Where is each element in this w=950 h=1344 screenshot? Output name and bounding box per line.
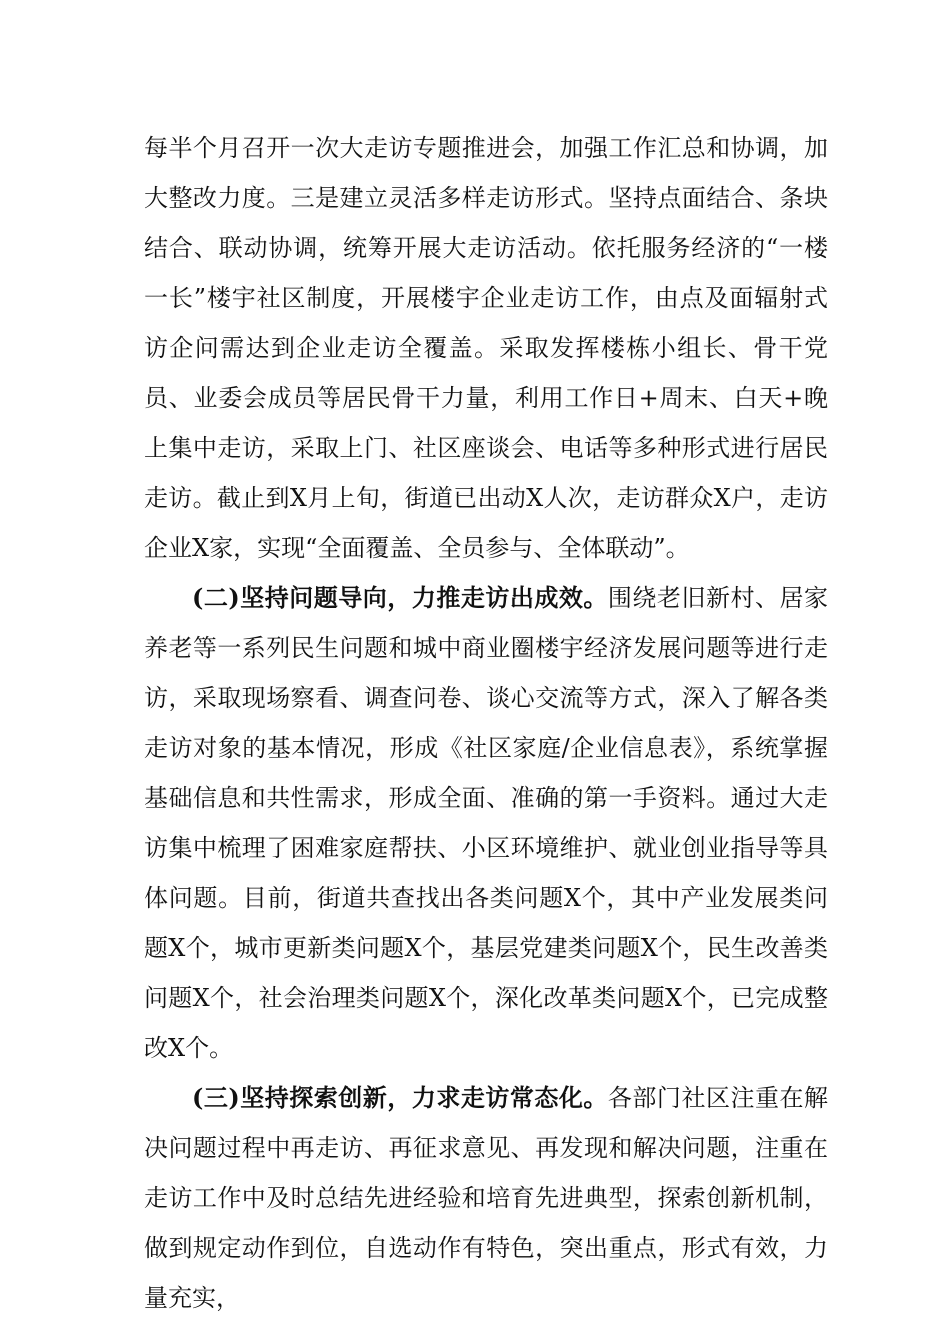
section-heading: (三)坚持探索创新，力求走访常态化。 [192, 1083, 608, 1112]
paragraph-section-2 [144, 573, 828, 1073]
section-heading: (二)坚持问题导向，力推走访出成效。 [192, 583, 608, 612]
paragraph-section-3 [144, 1073, 828, 1323]
paragraph-text: 每半个月召开一次大走访专题推进会，加强工作汇总和协调，加大整改力度。三是建立灵活多样走访形式。坚持点面结合、条块结合、联动协调，统筹开展大走访活动。依托服务经济的“一楼一长”楼宇社区制度，开展楼宇企业走访工作，由点及面辐射式访企问需达到企业走访全覆盖。采取发挥楼栋小组长、骨干党员、业委会成员等居民骨干力量，利用工作日+周末、白天+晚上集中走访，采取上门、社区座谈会、电话等多种形式进行居民走访。截止到X月上旬，街道已出动X人次，走访群众X户，走访企业X家，实现“全面覆盖、全员参与、全体联动”。 [144, 134, 828, 562]
paragraph-text: 围绕老旧新村、居家养老等一系列民生问题和城中商业圈楼宇经济发展问题等进行走访，采取现场察看、调查问卷、谈心交流等方式，深入了解各类走访对象的基本情况，形成《社区家庭/企业信息表》，系统掌握基础信息和共性需求，形成全面、准确的第一手资料。通过大走访集中梳理了困难家庭帮扶、小区环境维护、就业创业指导等具体问题。目前，街道共查找出各类问题X个，其中产业发展类问题X个，城市更新类问题X个，基层党建类问题X个，民生改善类问题X个，社会治理类问题X个，深化改革类问题X个，已完成整改X个。 [144, 584, 828, 1062]
document-page [144, 123, 828, 1323]
paragraph-continuation [144, 123, 828, 573]
paragraph-text: 各部门社区注重在解决问题过程中再走访、再征求意见、再发现和解决问题，注重在走访工作中及时总结先进经验和培育先进典型，探索创新机制，做到规定动作到位，自选动作有特色，突出重点，形式有效，力量充实， [144, 1084, 828, 1312]
